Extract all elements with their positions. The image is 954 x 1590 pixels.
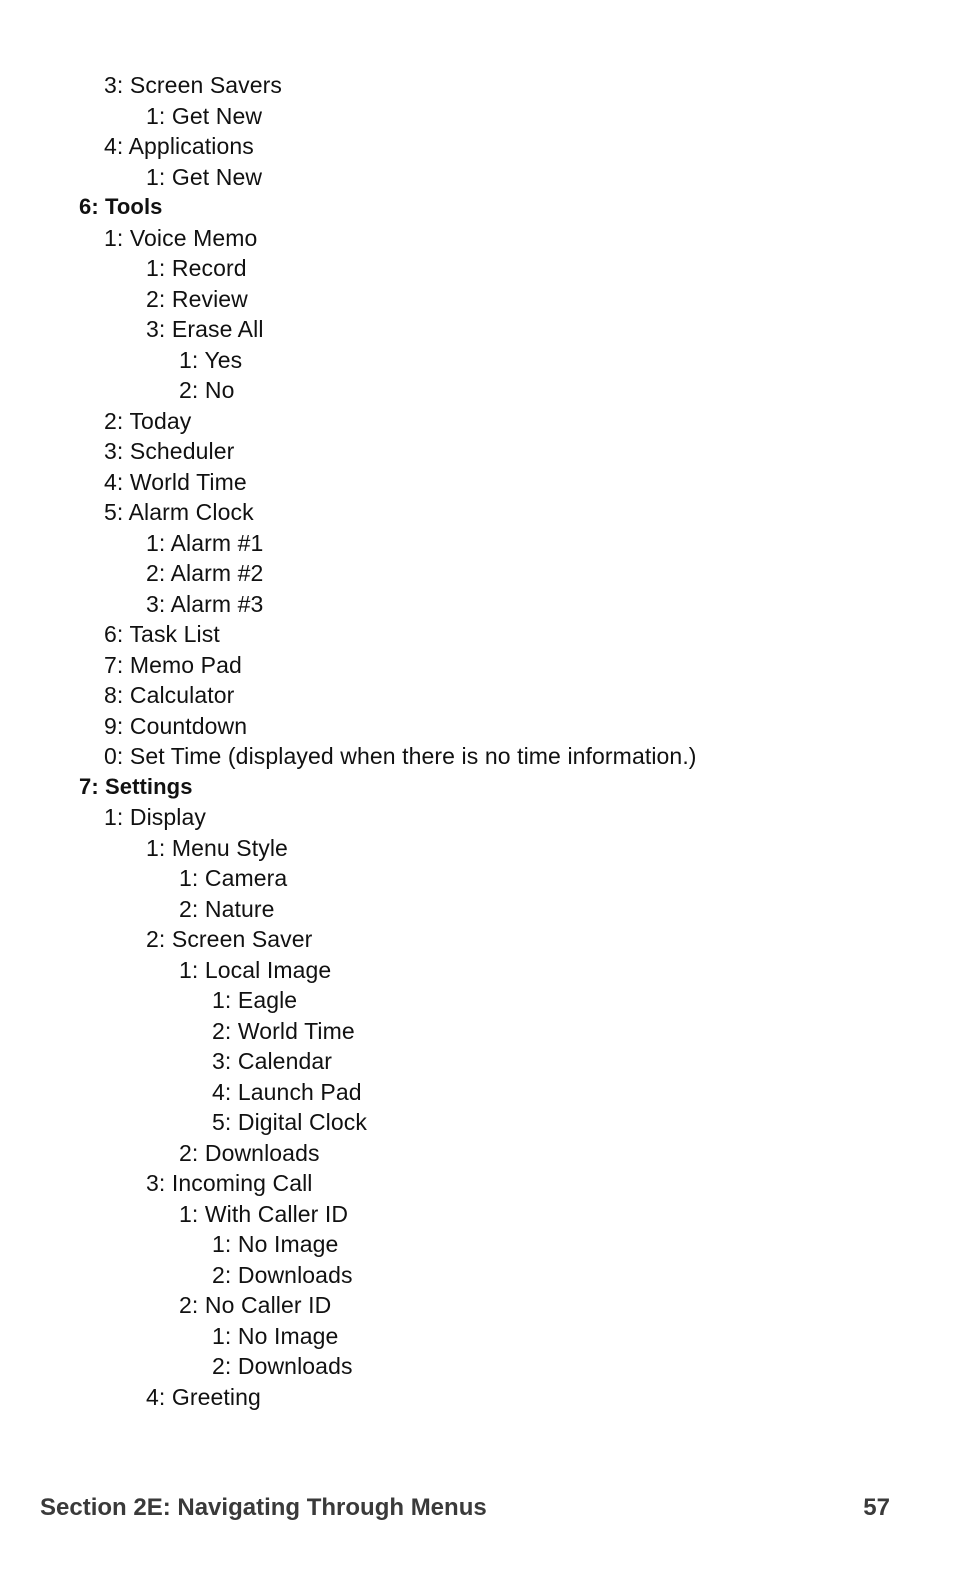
menu-item: 8: Calculator bbox=[104, 682, 235, 708]
menu-item: 1: With Caller ID bbox=[179, 1200, 349, 1227]
footer-section-title: Section 2E: Navigating Through Menus bbox=[40, 1494, 487, 1521]
menu-item: 2: Downloads bbox=[212, 1353, 353, 1379]
menu-item: 2: World Time bbox=[212, 1017, 355, 1044]
menu-item: 1: Get New bbox=[146, 102, 263, 129]
menu-category-heading: 7: Settings bbox=[79, 773, 193, 799]
menu-item: 6: Task List bbox=[104, 621, 220, 647]
menu-item: 3: Screen Savers bbox=[104, 72, 283, 98]
menu-item: 3: Calendar bbox=[212, 1048, 333, 1074]
menu-item: 1: Menu Style bbox=[146, 834, 288, 861]
menu-item: 3: Scheduler bbox=[104, 438, 235, 464]
menu-item: 2: No bbox=[179, 377, 235, 403]
menu-item: 2: Review bbox=[146, 285, 248, 312]
menu-item: 4: Applications bbox=[104, 133, 254, 159]
menu-item: 1: Display bbox=[104, 804, 206, 830]
menu-item: 2: No Caller ID bbox=[179, 1292, 332, 1318]
menu-item: 4: Launch Pad bbox=[212, 1078, 362, 1105]
menu-item: 0: Set Time (displayed when there is no time information.) bbox=[104, 743, 697, 769]
menu-item: 1: Eagle bbox=[212, 987, 298, 1013]
menu-item: 1: Voice Memo bbox=[104, 224, 258, 251]
menu-item: 1: Yes bbox=[179, 346, 243, 373]
menu-item: 1: Camera bbox=[179, 865, 288, 891]
menu-item: 5: Alarm Clock bbox=[104, 499, 254, 525]
menu-item: 1: No Image bbox=[212, 1322, 339, 1349]
menu-item: 2: Downloads bbox=[212, 1261, 353, 1288]
menu-item: 1: Alarm #1 bbox=[146, 529, 264, 556]
menu-item: 4: Greeting bbox=[146, 1383, 261, 1410]
menu-item: 1: Local Image bbox=[179, 956, 332, 983]
menu-item: 2: Today bbox=[104, 407, 192, 434]
menu-outline bbox=[0, 70, 954, 1412]
menu-category-heading: 6: Tools bbox=[79, 194, 163, 219]
menu-item: 5: Digital Clock bbox=[212, 1109, 367, 1135]
menu-item: 1: Get New bbox=[146, 163, 263, 190]
menu-item: 9: Countdown bbox=[104, 712, 248, 739]
page-number: 57 bbox=[863, 1494, 890, 1521]
page-footer bbox=[40, 1494, 890, 1528]
menu-item: 1: No Image bbox=[212, 1231, 339, 1257]
menu-item: 3: Alarm #3 bbox=[146, 590, 264, 617]
menu-item: 7: Memo Pad bbox=[104, 651, 242, 678]
menu-item: 2: Nature bbox=[179, 895, 275, 922]
menu-item: 2: Screen Saver bbox=[146, 926, 313, 952]
menu-item: 2: Alarm #2 bbox=[146, 560, 264, 586]
menu-item: 2: Downloads bbox=[179, 1139, 320, 1166]
menu-item: 4: World Time bbox=[104, 468, 247, 495]
menu-item: 1: Record bbox=[146, 255, 247, 281]
menu-item: 3: Incoming Call bbox=[146, 1170, 313, 1196]
menu-item: 3: Erase All bbox=[146, 316, 264, 342]
